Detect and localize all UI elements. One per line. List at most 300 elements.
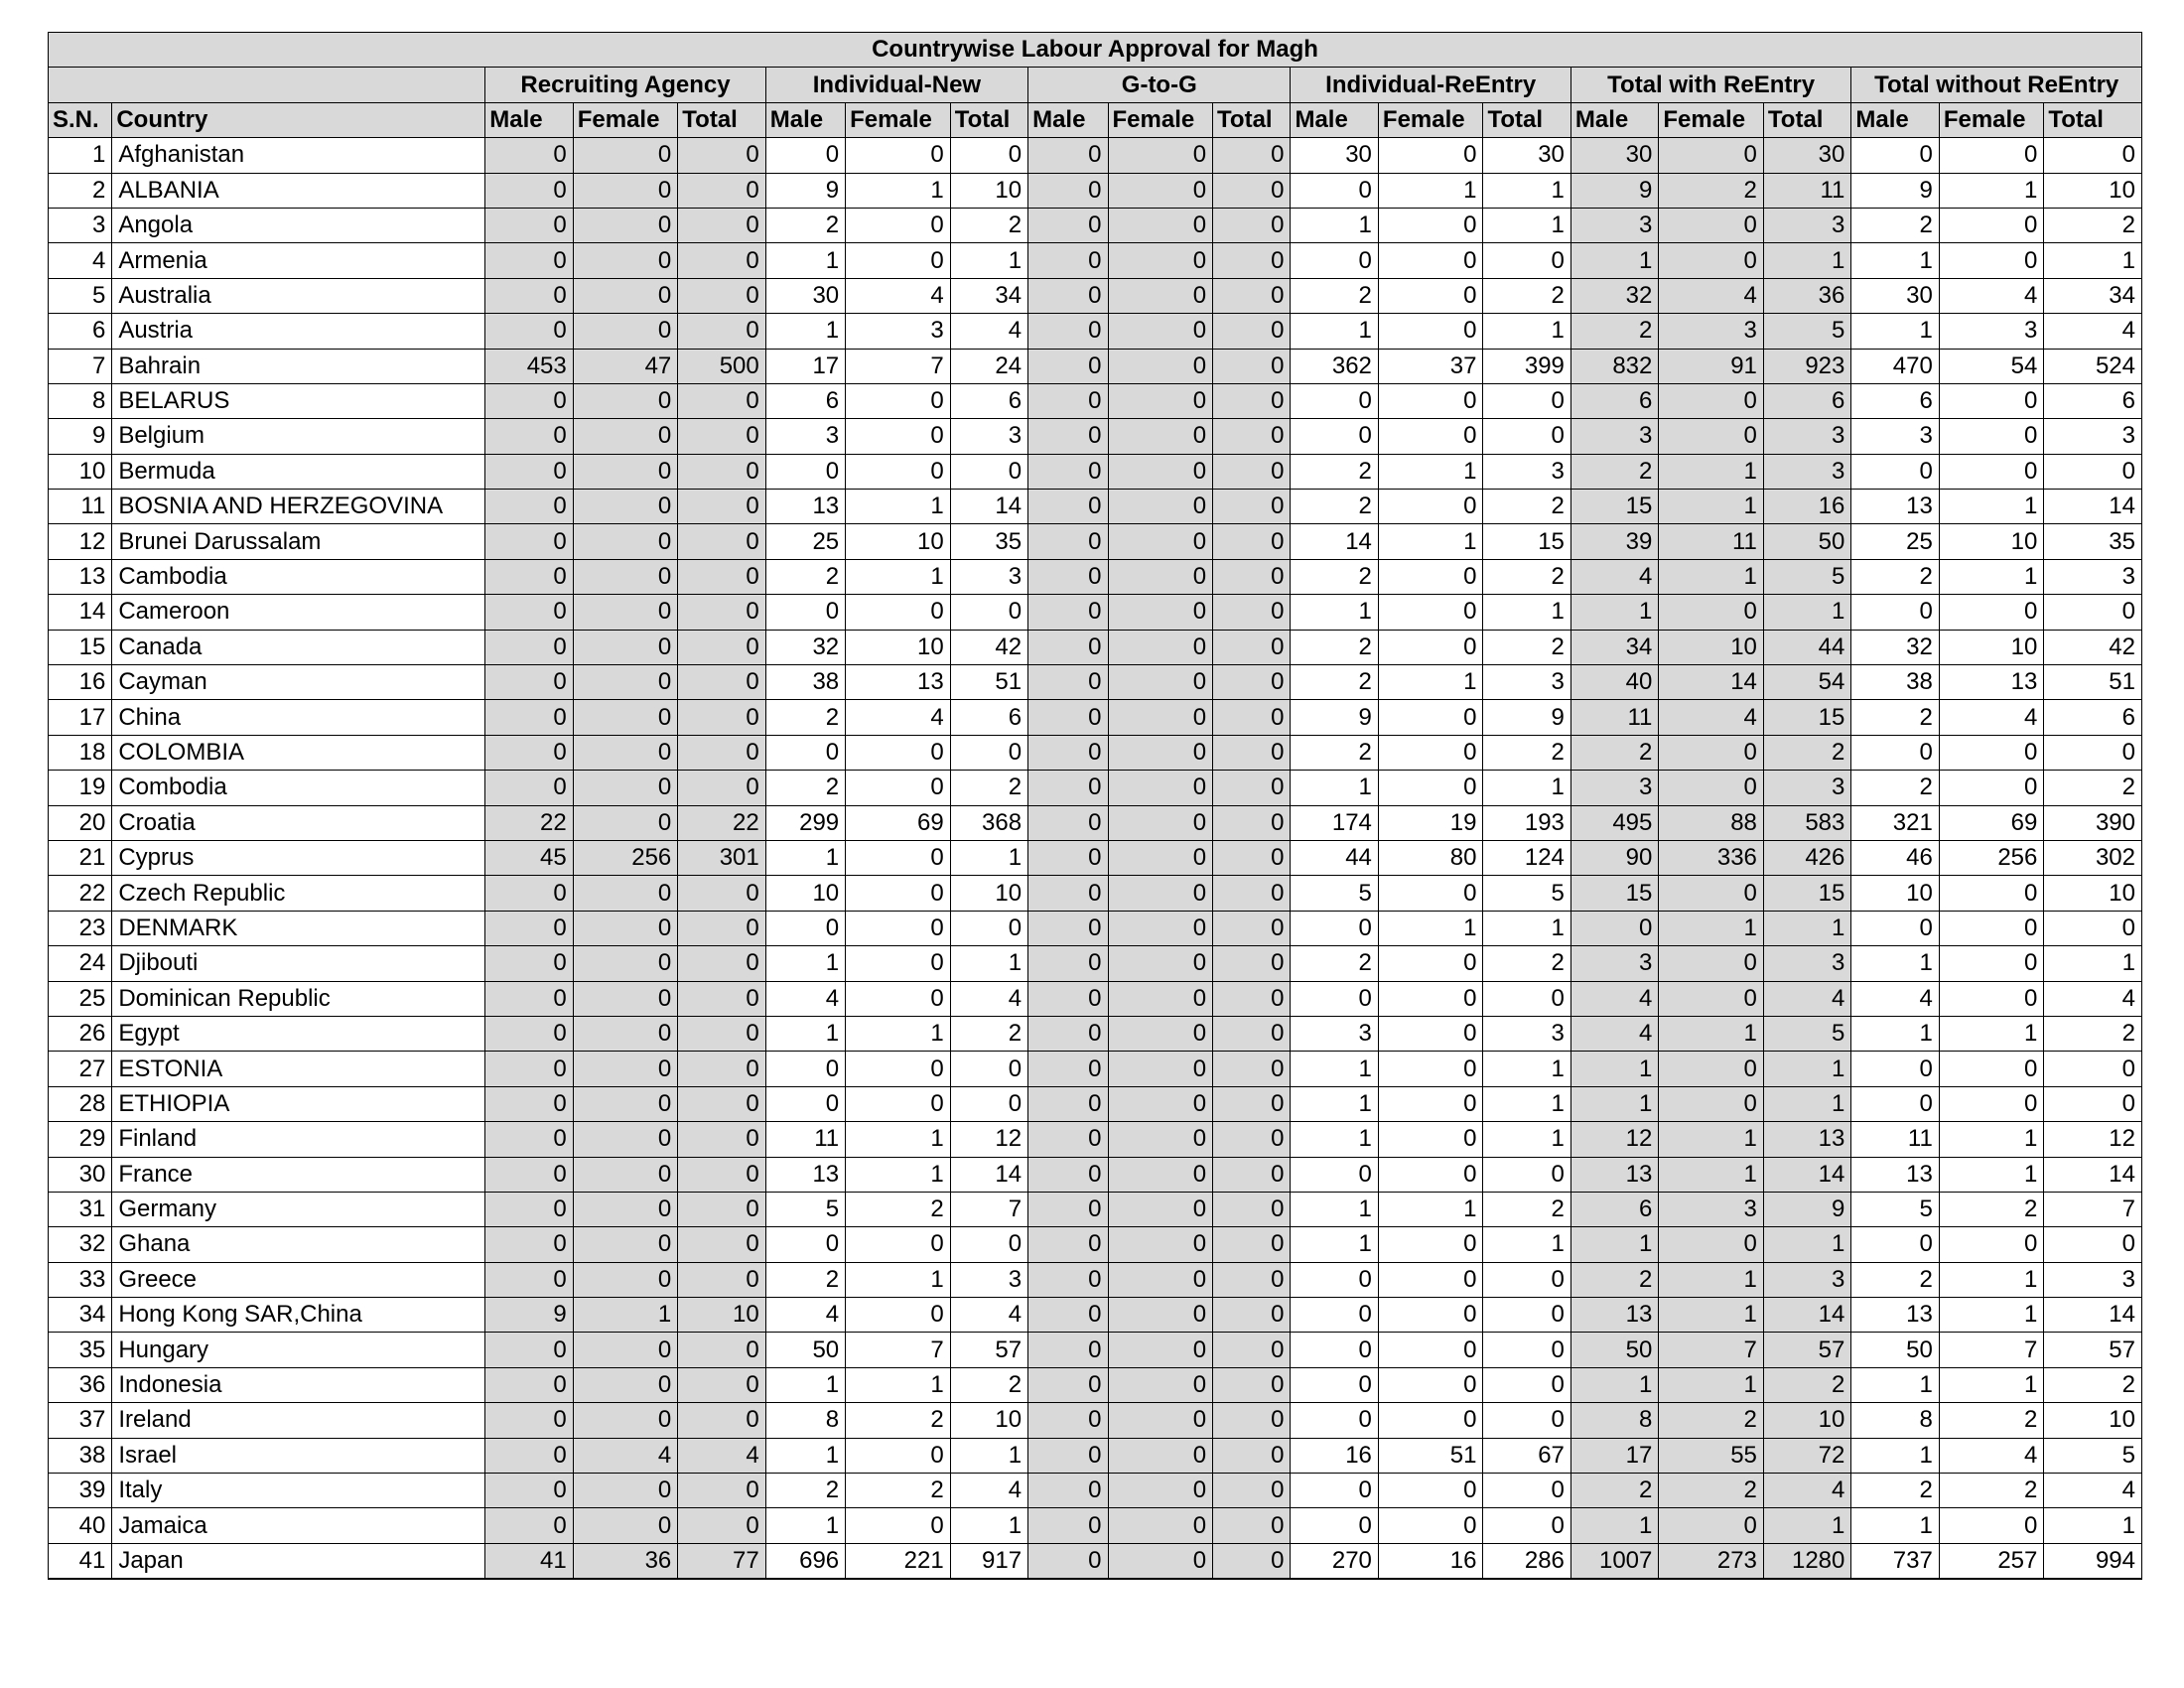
cell-value: 57 bbox=[2044, 1333, 2142, 1367]
column-header-total: Total bbox=[2044, 102, 2142, 137]
cell-value: 1 bbox=[1291, 1227, 1378, 1262]
cell-value: 0 bbox=[573, 173, 678, 208]
cell-value: 4 bbox=[1939, 278, 2044, 313]
cell-value: 0 bbox=[1213, 383, 1291, 418]
cell-value: 24 bbox=[950, 349, 1027, 383]
cell-value: 0 bbox=[1213, 1438, 1291, 1473]
cell-value: 0 bbox=[485, 771, 573, 805]
cell-value: 0 bbox=[1213, 735, 1291, 770]
cell-sn: 37 bbox=[49, 1403, 112, 1438]
cell-value: 13 bbox=[1851, 1157, 1939, 1192]
cell-value: 696 bbox=[765, 1543, 845, 1578]
cell-value: 13 bbox=[846, 665, 951, 700]
cell-value: 0 bbox=[2044, 454, 2142, 489]
cell-sn: 3 bbox=[49, 208, 112, 242]
cell-value: 22 bbox=[678, 805, 765, 840]
cell-value: 0 bbox=[846, 735, 951, 770]
cell-value: 0 bbox=[1378, 1016, 1483, 1051]
cell-value: 0 bbox=[573, 595, 678, 630]
cell-country: Bermuda bbox=[112, 454, 485, 489]
cell-value: 4 bbox=[1570, 1016, 1658, 1051]
cell-value: 0 bbox=[573, 630, 678, 664]
cell-value: 0 bbox=[1378, 771, 1483, 805]
cell-value: 1 bbox=[1659, 911, 1764, 945]
cell-country: Austria bbox=[112, 314, 485, 349]
cell-value: 0 bbox=[678, 173, 765, 208]
cell-value: 0 bbox=[485, 173, 573, 208]
cell-value: 1 bbox=[1851, 1508, 1939, 1543]
cell-value: 1 bbox=[1570, 1227, 1658, 1262]
cell-value: 1 bbox=[950, 946, 1027, 981]
cell-value: 47 bbox=[573, 349, 678, 383]
cell-value: 0 bbox=[846, 1298, 951, 1333]
cell-value: 7 bbox=[846, 349, 951, 383]
cell-value: 4 bbox=[1659, 700, 1764, 735]
cell-value: 0 bbox=[1659, 419, 1764, 454]
cell-sn: 7 bbox=[49, 349, 112, 383]
cell-value: 0 bbox=[1108, 1227, 1213, 1262]
cell-value: 399 bbox=[1483, 349, 1570, 383]
cell-value: 0 bbox=[1378, 700, 1483, 735]
cell-country: Czech Republic bbox=[112, 876, 485, 911]
cell-value: 0 bbox=[485, 1262, 573, 1297]
cell-value: 0 bbox=[1213, 840, 1291, 875]
cell-value: 221 bbox=[846, 1543, 951, 1578]
cell-value: 12 bbox=[950, 1122, 1027, 1157]
cell-value: 0 bbox=[1213, 1543, 1291, 1578]
cell-value: 1 bbox=[765, 1438, 845, 1473]
cell-value: 2 bbox=[2044, 208, 2142, 242]
cell-value: 0 bbox=[1213, 419, 1291, 454]
cell-value: 1 bbox=[846, 1122, 951, 1157]
cell-value: 35 bbox=[950, 524, 1027, 559]
group-header: Total with ReEntry bbox=[1570, 68, 1850, 102]
cell-value: 1 bbox=[1939, 1157, 2044, 1192]
cell-value: 0 bbox=[1213, 911, 1291, 945]
cell-value: 0 bbox=[1291, 1298, 1378, 1333]
cell-value: 917 bbox=[950, 1543, 1027, 1578]
cell-value: 0 bbox=[1851, 1227, 1939, 1262]
cell-value: 0 bbox=[1028, 243, 1108, 278]
cell-country: Angola bbox=[112, 208, 485, 242]
cell-value: 15 bbox=[1570, 490, 1658, 524]
cell-value: 13 bbox=[765, 490, 845, 524]
column-header-male: Male bbox=[1291, 102, 1378, 137]
cell-value: 0 bbox=[765, 1086, 845, 1121]
cell-value: 453 bbox=[485, 349, 573, 383]
table-row bbox=[49, 1016, 2142, 1051]
cell-value: 14 bbox=[950, 1157, 1027, 1192]
cell-value: 1 bbox=[846, 490, 951, 524]
cell-value: 0 bbox=[678, 1333, 765, 1367]
cell-value: 1 bbox=[1851, 243, 1939, 278]
cell-value: 3 bbox=[1483, 1016, 1570, 1051]
cell-value: 50 bbox=[1851, 1333, 1939, 1367]
cell-value: 0 bbox=[1108, 1508, 1213, 1543]
cell-value: 0 bbox=[1213, 1122, 1291, 1157]
cell-value: 0 bbox=[573, 1192, 678, 1226]
cell-value: 0 bbox=[1028, 1227, 1108, 1262]
table-row bbox=[49, 1227, 2142, 1262]
cell-value: 1 bbox=[846, 1016, 951, 1051]
cell-value: 36 bbox=[573, 1543, 678, 1578]
cell-value: 2 bbox=[2044, 1016, 2142, 1051]
cell-value: 1 bbox=[1939, 1122, 2044, 1157]
cell-value: 0 bbox=[678, 946, 765, 981]
cell-value: 0 bbox=[1659, 946, 1764, 981]
cell-value: 0 bbox=[678, 454, 765, 489]
cell-value: 0 bbox=[1213, 278, 1291, 313]
cell-value: 57 bbox=[1763, 1333, 1850, 1367]
cell-value: 0 bbox=[1108, 630, 1213, 664]
cell-value: 3 bbox=[1939, 314, 2044, 349]
cell-value: 0 bbox=[1939, 1508, 2044, 1543]
cell-value: 2 bbox=[1570, 1474, 1658, 1508]
cell-value: 1 bbox=[1939, 1298, 2044, 1333]
cell-value: 14 bbox=[1291, 524, 1378, 559]
page-title: Countrywise Labour Approval for Magh bbox=[49, 33, 2142, 68]
cell-country: Canada bbox=[112, 630, 485, 664]
cell-value: 0 bbox=[1213, 349, 1291, 383]
cell-value: 0 bbox=[1483, 1157, 1570, 1192]
cell-value: 45 bbox=[485, 840, 573, 875]
cell-value: 1 bbox=[1483, 1052, 1570, 1086]
table-row bbox=[49, 208, 2142, 242]
cell-value: 256 bbox=[1939, 840, 2044, 875]
table-row bbox=[49, 1403, 2142, 1438]
cell-value: 0 bbox=[2044, 1086, 2142, 1121]
cell-value: 0 bbox=[1378, 1474, 1483, 1508]
cell-value: 0 bbox=[1028, 1474, 1108, 1508]
cell-value: 0 bbox=[1028, 876, 1108, 911]
cell-value: 3 bbox=[1763, 419, 1850, 454]
cell-value: 5 bbox=[1483, 876, 1570, 911]
cell-value: 1 bbox=[1659, 559, 1764, 594]
cell-value: 0 bbox=[1483, 383, 1570, 418]
table-row bbox=[49, 1122, 2142, 1157]
cell-value: 8 bbox=[765, 1403, 845, 1438]
cell-value: 1 bbox=[1659, 1157, 1764, 1192]
cell-value: 0 bbox=[485, 454, 573, 489]
cell-value: 2 bbox=[846, 1403, 951, 1438]
cell-value: 2 bbox=[1939, 1403, 2044, 1438]
cell-value: 0 bbox=[846, 383, 951, 418]
cell-country: BOSNIA AND HERZEGOVINA bbox=[112, 490, 485, 524]
cell-sn: 30 bbox=[49, 1157, 112, 1192]
cell-value: 38 bbox=[765, 665, 845, 700]
cell-value: 1 bbox=[1851, 1438, 1939, 1473]
cell-value: 0 bbox=[678, 595, 765, 630]
table-row bbox=[49, 911, 2142, 945]
cell-value: 0 bbox=[1028, 630, 1108, 664]
cell-value: 0 bbox=[1659, 981, 1764, 1016]
cell-value: 1 bbox=[1659, 1367, 1764, 1402]
cell-value: 14 bbox=[1659, 665, 1764, 700]
cell-value: 10 bbox=[1659, 630, 1764, 664]
cell-value: 2 bbox=[2044, 771, 2142, 805]
cell-value: 0 bbox=[1108, 490, 1213, 524]
table-row bbox=[49, 490, 2142, 524]
cell-value: 0 bbox=[678, 314, 765, 349]
cell-value: 19 bbox=[1378, 805, 1483, 840]
cell-value: 11 bbox=[1851, 1122, 1939, 1157]
cell-value: 0 bbox=[485, 981, 573, 1016]
cell-value: 8 bbox=[1570, 1403, 1658, 1438]
cell-country: COLOMBIA bbox=[112, 735, 485, 770]
cell-value: 0 bbox=[678, 771, 765, 805]
cell-value: 2 bbox=[1939, 1474, 2044, 1508]
table-row bbox=[49, 771, 2142, 805]
cell-value: 16 bbox=[1378, 1543, 1483, 1578]
column-header-total: Total bbox=[1213, 102, 1291, 137]
cell-value: 1 bbox=[1570, 1052, 1658, 1086]
cell-value: 0 bbox=[1213, 1367, 1291, 1402]
cell-value: 0 bbox=[485, 1052, 573, 1086]
cell-value: 0 bbox=[1378, 1403, 1483, 1438]
cell-value: 1 bbox=[1939, 1016, 2044, 1051]
cell-value: 2 bbox=[1291, 735, 1378, 770]
cell-value: 1 bbox=[1851, 1016, 1939, 1051]
cell-value: 0 bbox=[1939, 383, 2044, 418]
cell-value: 12 bbox=[1570, 1122, 1658, 1157]
table-row bbox=[49, 1508, 2142, 1543]
cell-value: 37 bbox=[1378, 349, 1483, 383]
cell-value: 0 bbox=[678, 630, 765, 664]
cell-value: 0 bbox=[485, 1403, 573, 1438]
cell-value: 3 bbox=[950, 1262, 1027, 1297]
cell-value: 4 bbox=[1939, 700, 2044, 735]
cell-country: ETHIOPIA bbox=[112, 1086, 485, 1121]
cell-value: 3 bbox=[2044, 419, 2142, 454]
cell-value: 0 bbox=[678, 490, 765, 524]
cell-value: 0 bbox=[678, 700, 765, 735]
cell-value: 6 bbox=[1763, 383, 1850, 418]
cell-value: 1 bbox=[2044, 1508, 2142, 1543]
cell-value: 0 bbox=[1108, 1403, 1213, 1438]
cell-value: 36 bbox=[1763, 278, 1850, 313]
cell-value: 0 bbox=[1108, 208, 1213, 242]
cell-value: 0 bbox=[1108, 1438, 1213, 1473]
table-row bbox=[49, 454, 2142, 489]
cell-country: Finland bbox=[112, 1122, 485, 1157]
cell-sn: 35 bbox=[49, 1333, 112, 1367]
cell-value: 10 bbox=[846, 524, 951, 559]
column-header-female: Female bbox=[1659, 102, 1764, 137]
cell-value: 0 bbox=[485, 559, 573, 594]
cell-value: 1 bbox=[1851, 1367, 1939, 1402]
cell-value: 0 bbox=[1939, 981, 2044, 1016]
cell-value: 302 bbox=[2044, 840, 2142, 875]
cell-country: ALBANIA bbox=[112, 173, 485, 208]
cell-value: 0 bbox=[678, 559, 765, 594]
cell-value: 1 bbox=[1291, 1122, 1378, 1157]
cell-value: 301 bbox=[678, 840, 765, 875]
cell-value: 0 bbox=[1028, 1086, 1108, 1121]
cell-value: 0 bbox=[765, 911, 845, 945]
table-row bbox=[49, 243, 2142, 278]
cell-value: 35 bbox=[2044, 524, 2142, 559]
cell-sn: 1 bbox=[49, 138, 112, 173]
cell-value: 0 bbox=[1939, 243, 2044, 278]
cell-value: 3 bbox=[950, 419, 1027, 454]
cell-value: 0 bbox=[485, 665, 573, 700]
cell-value: 0 bbox=[1291, 1403, 1378, 1438]
cell-sn: 19 bbox=[49, 771, 112, 805]
cell-value: 11 bbox=[1763, 173, 1850, 208]
cell-value: 0 bbox=[1378, 314, 1483, 349]
cell-value: 495 bbox=[1570, 805, 1658, 840]
cell-value: 0 bbox=[1028, 981, 1108, 1016]
cell-value: 2 bbox=[846, 1474, 951, 1508]
cell-value: 4 bbox=[765, 1298, 845, 1333]
cell-value: 13 bbox=[1939, 665, 2044, 700]
cell-value: 2 bbox=[1851, 559, 1939, 594]
cell-value: 0 bbox=[1378, 559, 1483, 594]
cell-sn: 27 bbox=[49, 1052, 112, 1086]
labour-approval-table bbox=[48, 32, 2142, 1580]
cell-value: 0 bbox=[1108, 559, 1213, 594]
cell-value: 0 bbox=[950, 1086, 1027, 1121]
cell-country: Brunei Darussalam bbox=[112, 524, 485, 559]
cell-value: 0 bbox=[1028, 665, 1108, 700]
table-row bbox=[49, 735, 2142, 770]
cell-value: 7 bbox=[1939, 1333, 2044, 1367]
cell-value: 0 bbox=[573, 1157, 678, 1192]
cell-value: 2 bbox=[1851, 1262, 1939, 1297]
cell-value: 737 bbox=[1851, 1543, 1939, 1578]
cell-country: Combodia bbox=[112, 771, 485, 805]
cell-value: 1 bbox=[1939, 559, 2044, 594]
cell-value: 3 bbox=[950, 559, 1027, 594]
table-row bbox=[49, 1543, 2142, 1578]
cell-value: 0 bbox=[1028, 771, 1108, 805]
cell-value: 0 bbox=[1108, 1157, 1213, 1192]
cell-value: 0 bbox=[1108, 243, 1213, 278]
cell-country: Bahrain bbox=[112, 349, 485, 383]
table-row bbox=[49, 1086, 2142, 1121]
cell-value: 3 bbox=[1763, 771, 1850, 805]
cell-value: 4 bbox=[950, 1298, 1027, 1333]
cell-value: 0 bbox=[1378, 981, 1483, 1016]
cell-value: 0 bbox=[1108, 876, 1213, 911]
cell-value: 0 bbox=[1939, 138, 2044, 173]
cell-value: 69 bbox=[1939, 805, 2044, 840]
cell-value: 0 bbox=[846, 946, 951, 981]
cell-value: 0 bbox=[1378, 876, 1483, 911]
cell-value: 0 bbox=[1213, 314, 1291, 349]
cell-value: 0 bbox=[573, 208, 678, 242]
cell-value: 1 bbox=[950, 840, 1027, 875]
cell-sn: 18 bbox=[49, 735, 112, 770]
cell-value: 0 bbox=[485, 876, 573, 911]
cell-value: 2 bbox=[1851, 700, 1939, 735]
cell-sn: 38 bbox=[49, 1438, 112, 1473]
cell-value: 2 bbox=[1483, 559, 1570, 594]
cell-value: 1 bbox=[573, 1298, 678, 1333]
cell-country: Jamaica bbox=[112, 1508, 485, 1543]
cell-value: 1 bbox=[1291, 314, 1378, 349]
cell-value: 2 bbox=[1851, 771, 1939, 805]
cell-value: 0 bbox=[573, 735, 678, 770]
cell-value: 0 bbox=[1378, 946, 1483, 981]
cell-sn: 4 bbox=[49, 243, 112, 278]
cell-value: 0 bbox=[2044, 735, 2142, 770]
cell-value: 0 bbox=[573, 1403, 678, 1438]
cell-value: 1 bbox=[846, 1157, 951, 1192]
cell-value: 2 bbox=[1570, 735, 1658, 770]
cell-value: 30 bbox=[1291, 138, 1378, 173]
cell-value: 0 bbox=[1659, 383, 1764, 418]
cell-value: 0 bbox=[485, 1438, 573, 1473]
table-row bbox=[49, 524, 2142, 559]
cell-value: 0 bbox=[485, 1192, 573, 1226]
cell-value: 1 bbox=[1570, 595, 1658, 630]
cell-value: 1 bbox=[1659, 490, 1764, 524]
cell-value: 0 bbox=[1851, 735, 1939, 770]
cell-value: 1 bbox=[1483, 173, 1570, 208]
cell-value: 4 bbox=[1659, 278, 1764, 313]
cell-value: 2 bbox=[950, 771, 1027, 805]
cell-value: 1 bbox=[1291, 1192, 1378, 1226]
cell-value: 0 bbox=[1213, 700, 1291, 735]
cell-value: 13 bbox=[1851, 1298, 1939, 1333]
cell-value: 273 bbox=[1659, 1543, 1764, 1578]
cell-value: 3 bbox=[1659, 1192, 1764, 1226]
cell-value: 0 bbox=[846, 208, 951, 242]
cell-value: 3 bbox=[765, 419, 845, 454]
cell-value: 0 bbox=[1659, 1052, 1764, 1086]
cell-value: 32 bbox=[765, 630, 845, 664]
cell-value: 13 bbox=[1851, 490, 1939, 524]
cell-value: 4 bbox=[846, 278, 951, 313]
cell-value: 0 bbox=[1291, 243, 1378, 278]
cell-value: 0 bbox=[1028, 1508, 1108, 1543]
cell-value: 2 bbox=[1483, 1192, 1570, 1226]
cell-value: 0 bbox=[1028, 1016, 1108, 1051]
column-header-female: Female bbox=[846, 102, 951, 137]
cell-value: 0 bbox=[1378, 735, 1483, 770]
cell-value: 0 bbox=[846, 454, 951, 489]
cell-value: 994 bbox=[2044, 1543, 2142, 1578]
cell-value: 0 bbox=[573, 419, 678, 454]
cell-value: 0 bbox=[1291, 911, 1378, 945]
cell-value: 0 bbox=[1213, 946, 1291, 981]
cell-value: 50 bbox=[1763, 524, 1850, 559]
cell-value: 0 bbox=[1378, 1367, 1483, 1402]
cell-value: 256 bbox=[573, 840, 678, 875]
cell-value: 1 bbox=[765, 1508, 845, 1543]
cell-value: 51 bbox=[950, 665, 1027, 700]
cell-value: 9 bbox=[1483, 700, 1570, 735]
cell-value: 0 bbox=[573, 1333, 678, 1367]
cell-value: 34 bbox=[950, 278, 1027, 313]
cell-value: 1 bbox=[846, 1367, 951, 1402]
cell-country: Cameroon bbox=[112, 595, 485, 630]
cell-value: 4 bbox=[950, 981, 1027, 1016]
cell-value: 0 bbox=[846, 595, 951, 630]
cell-sn: 29 bbox=[49, 1122, 112, 1157]
cell-value: 4 bbox=[678, 1438, 765, 1473]
cell-value: 4 bbox=[1570, 559, 1658, 594]
cell-value: 1 bbox=[1483, 1227, 1570, 1262]
cell-value: 0 bbox=[1028, 700, 1108, 735]
cell-value: 0 bbox=[485, 208, 573, 242]
cell-value: 3 bbox=[1570, 208, 1658, 242]
cell-value: 2 bbox=[765, 559, 845, 594]
cell-country: Greece bbox=[112, 1262, 485, 1297]
cell-value: 0 bbox=[573, 314, 678, 349]
table-row bbox=[49, 595, 2142, 630]
